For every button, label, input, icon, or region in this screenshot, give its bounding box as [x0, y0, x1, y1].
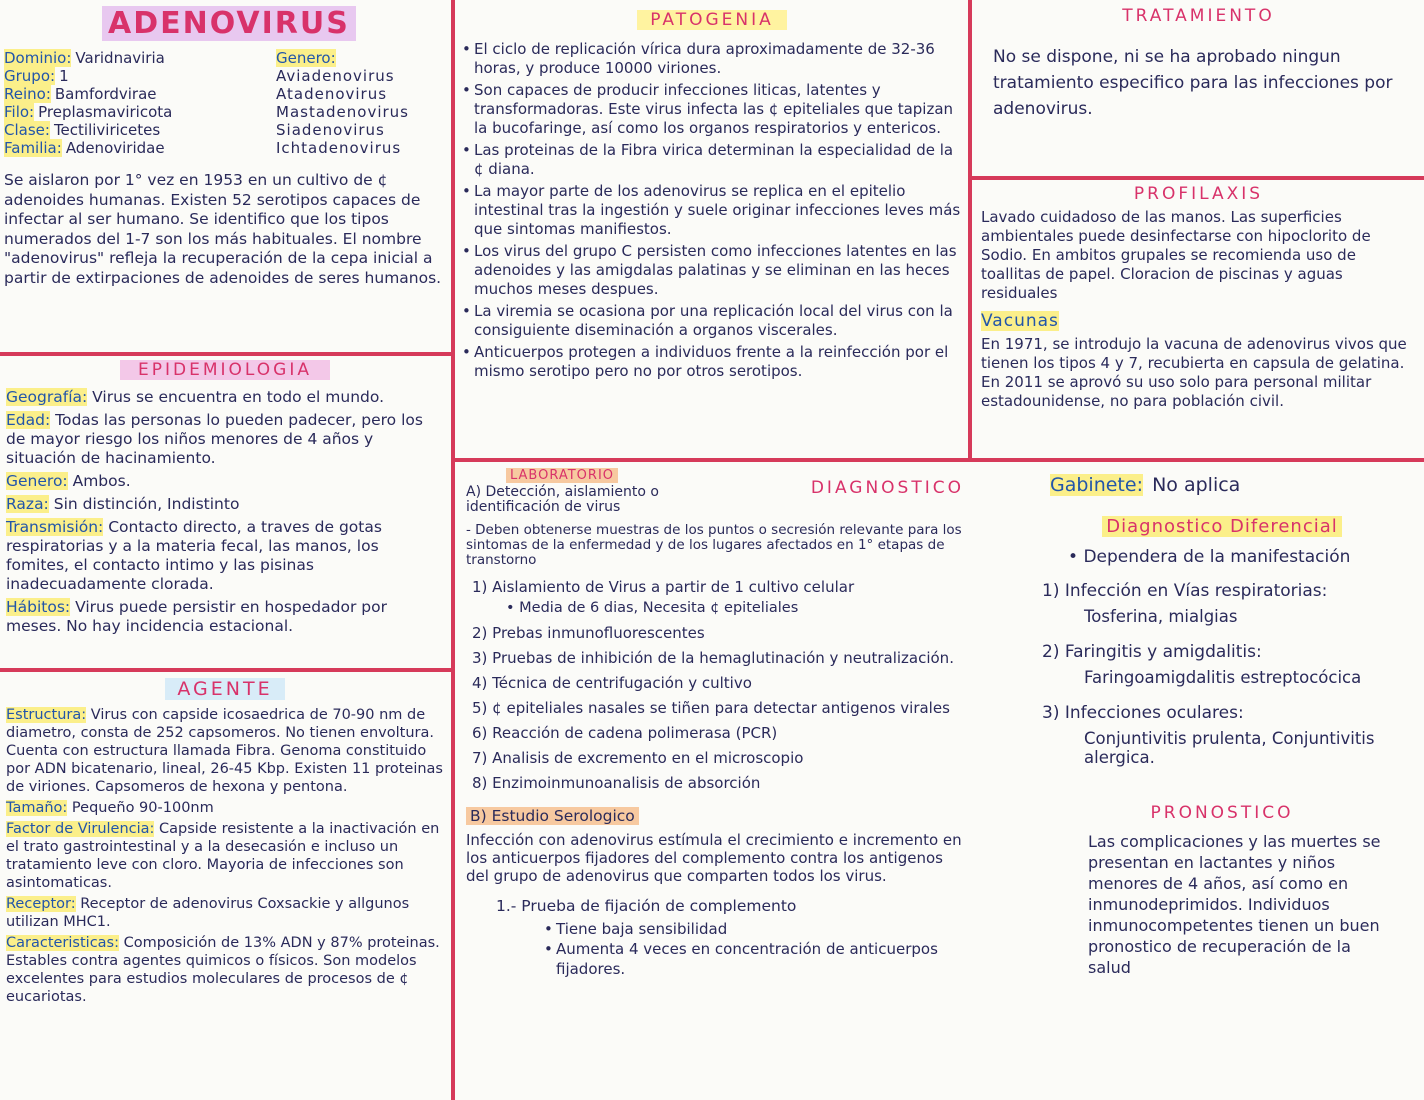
- serologico-text: Infección con adenovirus estímula el crecimiento e incremento en los anticuerpos fijadores del complemento contra los antigenos del grupo de adenovirus que comparten todos los virus.: [466, 831, 962, 885]
- agente-item: [6, 706, 444, 796]
- prueba-item: • Tiene baja sensibilidad: [544, 919, 1006, 939]
- pronostico-title: PRONOSTICO: [1150, 803, 1294, 823]
- dx-item-head: 2) Faringitis y amigdalitis:: [1042, 642, 1262, 662]
- dx-diferencial-list: [1030, 581, 1414, 767]
- epidemiologia-key: Geografía:: [6, 388, 88, 406]
- taxonomy-value: Adenoviridae: [65, 139, 165, 157]
- tratamiento-text: No se dispone, ni se ha aprobado ningun tratamiento especifico para las infecciones por adenovirus.: [993, 47, 1393, 119]
- dx-item: [1042, 581, 1414, 626]
- section-b-title: B) Estudio Serologico: [466, 807, 639, 825]
- diagnostico-title: DIAGNOSTICO: [810, 478, 964, 498]
- profilaxis-text: Lavado cuidadoso de las manos. Las superficies ambientales puede desinfectarse con hipoclorito de Sodio. En ambitos grupales se recomienda uso de toallitas de papel. Cloracion de piscinas y aguas residuales: [981, 208, 1371, 302]
- tratamiento-title: TRATAMIENTO: [1122, 6, 1275, 26]
- diagnostico-step: 6) Reacción de cadena polimerasa (PCR): [472, 724, 778, 742]
- epidemiologia-value: Virus puede persistir en hospedador por meses. No hay incidencia estacional.: [6, 598, 387, 635]
- agente-key: Tamaño:: [6, 800, 68, 816]
- vacunas-text: En 1971, se introdujo la vacuna de adenovirus vivos que tienen los tipos 4 y 7, recubierta en capsula de gelatina. En 2011 se aprovó su uso solo para personal militar estadounidense, no para población civil.: [981, 335, 1407, 410]
- taxonomy-row: [4, 103, 276, 121]
- patogenia-item: • El ciclo de replicación vírica dura aproximadamente de 32-36 horas, y produce 10000 viriones.: [462, 40, 962, 78]
- section-a-title: A) Detección, aislamiento o identificación de virus: [466, 484, 659, 515]
- diagnostico-panel: [456, 462, 1016, 1100]
- epidemiologia-value: Virus se encuentra en todo el mundo.: [92, 388, 385, 406]
- genero-item: Siadenovirus: [276, 121, 385, 139]
- agente-key: Receptor:: [6, 896, 76, 912]
- patogenia-item: • La viremia se ocasiona por una replicación local del virus con la consiguiente diseminación a organos viscerales.: [462, 302, 962, 340]
- prueba-title: 1.- Prueba de fijación de complemento: [496, 897, 797, 915]
- epidemiologia-title: EPIDEMIOLOGIA: [120, 360, 330, 380]
- diagnostico-step: 3) Pruebas de inhibición de la hemaglutinación y neutralización.: [472, 649, 954, 667]
- genero-item: Atadenovirus: [276, 85, 388, 103]
- epidemiologia-item: [6, 598, 444, 636]
- dx-item-body: Faringoamigdalitis estreptocócica: [1084, 668, 1362, 687]
- epidemiologia-key: Transmisión:: [6, 518, 104, 536]
- agente-key: Caracteristicas:: [6, 935, 119, 951]
- diagnostico-intro: - Deben obtenerse muestras de los puntos o secresión relevante para los sintomas de la enfermedad y de los lugares afectados en 1° etapas de transtorno: [466, 522, 962, 568]
- agente-list: [6, 706, 444, 1006]
- epidemiologia-item: [6, 495, 444, 514]
- taxonomy-value: Preplasmaviricota: [38, 103, 173, 121]
- taxonomy-row: [4, 49, 276, 67]
- epidemiologia-panel: [0, 356, 450, 668]
- step1-note: • Media de 6 dias, Necesita ¢ epiteliales: [506, 600, 799, 616]
- agente-item: [6, 799, 444, 817]
- patogenia-item: • Las proteinas de la Fibra virica determinan la especialidad de la ¢ diana.: [462, 141, 962, 179]
- diagnostico-step: 2) Prebas inmunofluorescentes: [472, 624, 705, 642]
- laboratorio-label: LABORATORIO: [506, 468, 618, 483]
- tratamiento-panel: [973, 0, 1424, 176]
- agente-item: [6, 820, 444, 892]
- patogenia-item: • La mayor parte de los adenovirus se replica en el epitelio intestinal tras la ingestión y suele originar infecciones leves más que sintomas manifiestos.: [462, 182, 962, 239]
- patogenia-panel: [456, 0, 968, 458]
- agente-panel: [0, 672, 450, 1100]
- dx-intro: Dependera de la manifestación: [1083, 547, 1351, 567]
- prueba-item: • Aumenta 4 veces en concentración de anticuerpos fijadores.: [544, 939, 1006, 979]
- taxonomy-value: Varidnaviria: [75, 49, 165, 67]
- agente-value: Capside resistente a la inactivación en el trato gastrointestinal y a la desecasión e incluso un tratamiento leve con cloro. Mayoria de infecciones son asintomaticas.: [6, 821, 440, 891]
- dx-item: [1042, 642, 1414, 687]
- epidemiologia-item: [6, 388, 444, 407]
- epidemiologia-item: [6, 472, 444, 491]
- genero-item: Aviadenovirus: [276, 67, 395, 85]
- taxonomy-value: 1: [59, 67, 69, 85]
- epidemiologia-value: Todas las personas lo pueden padecer, pero los de mayor riesgo los niños menores de 4 años y situación de hacinamiento.: [6, 411, 423, 467]
- agente-value: Composición de 13% ADN y 87% proteinas. Estables contra agentes quimicos o físicos. Son modelos excelentes para estudios moleculares de procesos de ¢ eucariotas.: [6, 935, 440, 1005]
- dx-item-body: Conjuntivitis prulenta, Conjuntivitis alergica.: [1084, 729, 1375, 767]
- patogenia-item: • Anticuerpos protegen a individuos frente a la reinfección por el mismo serotipo pero no por otros serotipos.: [462, 343, 962, 381]
- diagnostico-steps: [466, 578, 1006, 793]
- dx-item-body: Tosferina, mialgias: [1084, 607, 1238, 626]
- divider-right-top: [968, 0, 972, 462]
- taxonomy-row: [4, 67, 276, 85]
- taxonomy-row: [4, 121, 276, 139]
- taxonomy-row: [4, 85, 276, 103]
- diagnostico-step: 1) Aislamiento de Virus a partir de 1 cultivo celular: [472, 578, 855, 596]
- dx-item: [1042, 703, 1414, 767]
- genero-item: Ichtadenovirus: [276, 139, 402, 157]
- patogenia-title: PATOGENIA: [637, 10, 787, 30]
- profilaxis-panel: [973, 180, 1424, 458]
- taxonomy-key: Familia:: [4, 139, 62, 157]
- agente-key: Factor de Virulencia:: [6, 821, 155, 837]
- gabinete-label: Gabinete:: [1050, 474, 1143, 496]
- epidemiologia-item: [6, 411, 444, 468]
- epidemiologia-item: [6, 518, 444, 594]
- epidemiologia-list: [6, 388, 444, 636]
- taxonomy-row: [4, 139, 276, 157]
- taxonomy-list: [4, 49, 276, 157]
- dx-item-head: 1) Infección en Vías respiratorias:: [1042, 581, 1328, 601]
- agente-value: Pequeño 90-100nm: [71, 800, 214, 816]
- profilaxis-title: PROFILAXIS: [1133, 184, 1264, 204]
- dx-diferencial-title: Diagnostico Diferencial: [1102, 516, 1342, 537]
- genero-label: Genero:: [276, 49, 336, 67]
- diagnostico-step: 7) Analisis de excremento en el microscopio: [472, 749, 804, 767]
- epidemiologia-value: Contacto directo, a traves de gotas respiratorias y a la materia fecal, las manos, los fomites, el contacto intimo y las pisinas inadecuadamente clorada.: [6, 518, 382, 593]
- agente-value: Virus con capside icosaedrica de 70-90 nm de diametro, consta de 252 capsomeros. No tienen envoltura. Cuenta con estructura llamada Fibra. Genoma constituido por ADN bicatenario, lineal, 26-45 Kbp. Existen 11 proteinas de viriones. Capsomeros de hexona y pentona.: [6, 707, 443, 795]
- diagnostico-step: 8) Enzimoinmunoanalisis de absorción: [472, 774, 761, 792]
- vacunas-label: Vacunas: [981, 311, 1059, 331]
- dx-item-head: 3) Infecciones oculares:: [1042, 703, 1244, 723]
- gabinete-value: No aplica: [1152, 474, 1241, 496]
- agente-key: Estructura:: [6, 707, 87, 723]
- taxonomy-panel: [0, 0, 450, 352]
- epidemiologia-key: Edad:: [6, 411, 51, 429]
- divider-left: [451, 0, 455, 1100]
- patogenia-list: [462, 40, 962, 381]
- gabinete-panel: [1020, 462, 1424, 1100]
- epidemiologia-key: Raza:: [6, 495, 49, 513]
- diagnostico-step: 5) ¢ epiteliales nasales se tiñen para detectar antigenos virales: [472, 699, 950, 717]
- page-title: ADENOVIRUS: [102, 6, 356, 41]
- agente-value: Receptor de adenovirus Coxsackie y allgunos utilizan MHC1.: [6, 896, 410, 930]
- epidemiologia-value: Sin distinción, Indistinto: [53, 495, 240, 513]
- prueba-list: [466, 919, 1006, 979]
- patogenia-item: • Son capaces de producir infecciones liticas, latentes y transformadoras. Este virus infecta las ¢ epiteliales que tapizan la bucofaringe, así como los organos respiratorios y entericos.: [462, 81, 962, 138]
- genero-list: [276, 49, 446, 157]
- epidemiologia-key: Genero:: [6, 472, 68, 490]
- taxonomy-value: Bamfordvirae: [54, 85, 157, 103]
- agente-title: AGENTE: [165, 678, 285, 700]
- agente-item: [6, 934, 444, 1006]
- epidemiologia-key: Hábitos:: [6, 598, 71, 616]
- intro-text: Se aislaron por 1° vez en 1953 en un cultivo de ¢ adenoides humanas. Existen 52 serotipos capaces de infectar al ser humano. Se identifico que los tipos numerados del 1-7 son los más habituales. El nombre "adenovirus" refleja la recuperación de la cepa inicial a partir de extirpaciones de adenoides de seres humanos.: [4, 171, 442, 287]
- taxonomy-key: Reino:: [4, 85, 51, 103]
- diagnostico-step: 4) Técnica de centrifugación y cultivo: [472, 674, 752, 692]
- agente-item: [6, 895, 444, 931]
- taxonomy-value: Tectiliviricetes: [53, 121, 161, 139]
- taxonomy-key: Filo:: [4, 103, 35, 121]
- taxonomy-key: Clase:: [4, 121, 50, 139]
- patogenia-item: • Los virus del grupo C persisten como infecciones latentes en las adenoides y las amigdalas palatinas y se eliminan en las heces muchos meses despues.: [462, 242, 962, 299]
- genero-item: Mastadenovirus: [276, 103, 409, 121]
- epidemiologia-value: Ambos.: [72, 472, 131, 490]
- taxonomy-key: Grupo:: [4, 67, 56, 85]
- dx-bullet: •: [1068, 547, 1084, 567]
- pronostico-text: Las complicaciones y las muertes se presentan en lactantes y niños menores de 4 años, así como en inmunodeprimidos. Individuos inmunocompetentes tienen un buen pronostico de recuperación de la salud: [1088, 832, 1381, 977]
- taxonomy-key: Dominio:: [4, 49, 72, 67]
